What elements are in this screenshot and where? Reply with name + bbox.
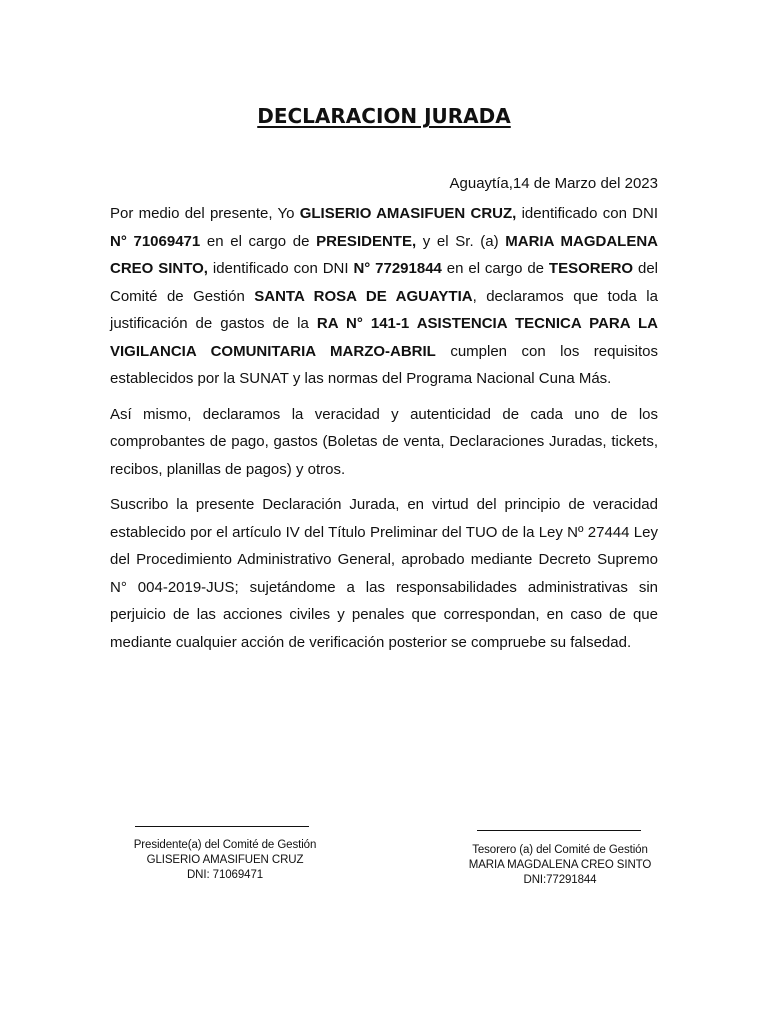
bold-run: N° 77291844 — [353, 260, 442, 277]
text-run: identificado con DNI — [516, 205, 659, 222]
document-title: DECLARACION JURADA — [257, 104, 511, 128]
bold-run: N° 71069471 — [110, 232, 201, 250]
text-run: Por medio del presente, Yo — [110, 205, 300, 222]
bold-run: MARIA MAGDALENA CREO SINTO, — [110, 232, 659, 277]
date-line: Aguaytía,14 de Marzo del 2023 — [449, 175, 658, 192]
text-run: , declaramos que toda la justificación de gastos de la — [110, 287, 658, 332]
signature-block-left — [120, 838, 330, 883]
paragraph-3: Suscribo la presente Declaración Jurada, en virtud del principio de veracidad establecido por el artículo IV del Título Preliminar del TUO de la Ley Nº 27444 Ley del Procedimiento Administrativo General, aprobado mediante Decreto Supremo N° 004-2019-JUS; sujetándome a las responsabilidades administrativas sin perjuicio de las acciones civiles y penales que correspondan, en caso de que mediante cualquier acción de verificación posterior se compruebe su falsedad. — [110, 496, 658, 651]
signature-role-right: Tesorero (a) del Comité de Gestión — [472, 844, 648, 856]
bold-run: SANTA ROSA DE AGUAYTIA — [254, 287, 473, 305]
signature-name-right: MARIA MAGDALENA CREO SINTO — [468, 859, 652, 871]
signature-name-left: GLISERIO AMASIFUEN CRUZ — [146, 854, 304, 866]
paragraph-2: Así mismo, declaramos la veracidad y autenticidad de cada uno de los comprobantes de pago, gastos (Boletas de venta, Declaraciones Juradas, tickets, recibos, planillas de pagos) y otros. — [110, 405, 658, 478]
bold-run: TESORERO — [548, 260, 634, 277]
text-run: identificado con DNI — [207, 260, 354, 277]
signature-dni-right: DNI:77291844 — [523, 874, 597, 886]
bold-run: PRESIDENTE, — [316, 232, 417, 250]
signature-role-left: Presidente(a) del Comité de Gestión — [133, 839, 317, 851]
signature-line-left — [135, 826, 309, 827]
bold-run: RA N° 141-1 ASISTENCIA TECNICA PARA LA VIGILANCIA COMUNITARIA MARZO-ABRIL — [110, 315, 658, 360]
text-run: en el cargo de — [441, 260, 549, 277]
text-run: cumplen con los requisitos establecidos por la SUNAT y las normas del Programa Nacional Cuna Más. — [110, 342, 658, 387]
declaration-body — [110, 200, 658, 664]
text-run: y el Sr. (a) — [416, 232, 506, 250]
signature-block-right — [455, 843, 665, 888]
signature-dni-left: DNI: 71069471 — [186, 869, 264, 881]
bold-run: GLISERIO AMASIFUEN CRUZ, — [299, 205, 517, 222]
paragraph-1 — [110, 200, 658, 393]
text-run: en el cargo de — [200, 232, 317, 250]
signature-line-right — [477, 830, 641, 831]
text-run: del Comité de Gestión — [110, 260, 659, 305]
